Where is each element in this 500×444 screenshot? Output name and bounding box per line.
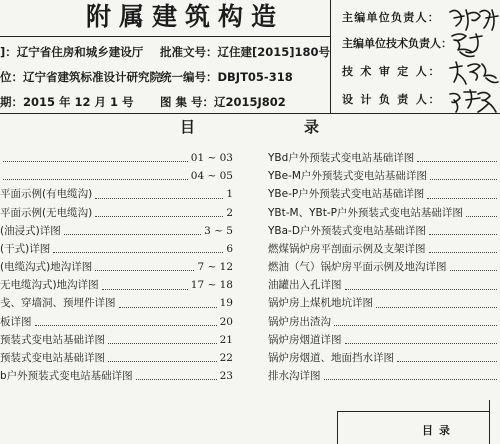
toc-entry-title: (电缆沟式)地沟详图 (0, 261, 93, 274)
toc-entry-pages: 21 (219, 333, 233, 346)
dot-leader (429, 252, 498, 253)
dot-leader (429, 234, 497, 235)
toc-entry-title: YBe-M户外预装式变电站基础详图 (268, 170, 427, 183)
editing-unit: 位：辽宁省建筑标准设计研究院 (0, 70, 161, 84)
footer-box-right (489, 400, 490, 444)
dot-leader (450, 270, 498, 271)
dot-leader (102, 289, 188, 290)
chief-unit-tech-head-label: 主编单位技术负责人： (342, 37, 452, 50)
dot-leader (95, 198, 223, 199)
toc-entry[interactable] (268, 276, 500, 294)
dot-leader (95, 216, 223, 217)
toc-entry-pages: 23 (219, 370, 233, 383)
toc-entry[interactable] (0, 167, 233, 185)
toc-entry[interactable] (268, 331, 500, 349)
toc-entry-pages: 04 ~ 05 (190, 170, 233, 183)
dot-leader (345, 289, 498, 290)
header-divider (330, 0, 331, 113)
toc-entry-pages: 20 (219, 315, 233, 328)
toc-entry-title: 油罐出入孔详图 (268, 279, 342, 292)
toc-entry[interactable] (268, 167, 500, 185)
dot-leader (430, 179, 497, 180)
toc-entry[interactable] (268, 222, 500, 240)
toc-entry-title: 预装式变电站基础详图 (0, 352, 105, 365)
toc-entry-title: 锅炉房烟道、地面挡水详图 (268, 352, 394, 365)
effective-date: 期：2015 年 12 月 1 号 (0, 95, 134, 109)
toc-entry-pages: 2 (226, 206, 233, 219)
approval-department: ]：辽宁省住房和城乡建设厅 (0, 45, 144, 59)
dot-leader (35, 325, 217, 326)
toc-entry[interactable] (268, 349, 500, 367)
toc-entry-pages: 7 ~ 12 (197, 261, 233, 274)
toc-entry-title: (干式)详图 (0, 242, 51, 255)
atlas-title: 附属建筑构造 (85, 2, 284, 31)
toc-left-column (0, 149, 233, 385)
dot-leader (3, 179, 188, 180)
toc-entry-title: 燃煤锅炉房平剖面示例及支架详图 (268, 242, 426, 255)
toc-entry-title: b户外预装式变电站基础详图 (0, 370, 133, 383)
chief-unit-head-label: 主编单位负责人： (342, 11, 440, 24)
toc-entry-title: 燃油（气）锅炉房平面示例及地沟详图 (268, 261, 447, 274)
toc-entry-title: 平面示例(有电缆沟) (0, 188, 93, 201)
toc-entry[interactable] (0, 204, 233, 222)
toc-entry[interactable] (0, 295, 233, 313)
dot-leader (376, 307, 497, 308)
toc-entry[interactable] (268, 258, 500, 276)
dot-leader (466, 216, 497, 217)
signature (446, 58, 500, 88)
toc-entry[interactable] (268, 240, 500, 258)
toc-entry-title: 锅炉房上煤机地坑详图 (268, 297, 373, 310)
toc-entry-title: YBa-D户外预装式变电站基础详图 (268, 224, 426, 237)
toc-heading-mu: 目 (180, 118, 196, 136)
toc-entry-pages: 1 (226, 188, 233, 201)
toc-entry-pages: 3 ~ 5 (204, 224, 233, 237)
dot-leader (53, 252, 223, 253)
toc-entry[interactable] (0, 276, 233, 294)
toc-entry-pages: 19 (219, 297, 233, 310)
toc-entry-title: YBe-P户外预装式变电站基础详图 (268, 188, 425, 201)
toc-entry[interactable] (268, 149, 500, 167)
toc-entry[interactable] (268, 295, 500, 313)
footer-box-top (337, 411, 490, 412)
toc-entry[interactable] (0, 149, 233, 167)
atlas-number: 图 集 号：辽2015J802 (160, 95, 286, 109)
toc-entry[interactable] (0, 185, 233, 203)
toc-entry[interactable] (268, 204, 500, 222)
toc-entry-title: 板详图 (0, 315, 32, 328)
toc-entry-title: 锅炉房烟道详图 (268, 333, 342, 346)
footer-box-left (337, 411, 338, 444)
toc-entry-title: 平面示例(无电缆沟) (0, 206, 93, 219)
dot-leader (417, 161, 497, 162)
dot-leader (427, 198, 497, 199)
toc-entry[interactable] (268, 313, 500, 331)
toc-entry[interactable] (0, 313, 233, 331)
toc-entry-title: (油浸式)详图 (0, 224, 61, 237)
toc-entry-title: 无电缆沟式)地沟详图 (0, 279, 99, 292)
toc-entry[interactable] (268, 367, 500, 385)
toc-entry[interactable] (0, 258, 233, 276)
toc-entry-title: 排水沟详图 (268, 370, 321, 383)
dot-leader (397, 361, 497, 362)
dot-leader (95, 270, 194, 271)
toc-entry[interactable] (0, 349, 233, 367)
dot-leader (334, 325, 497, 326)
toc-entry-pages: 22 (219, 352, 233, 365)
dot-leader (3, 161, 188, 162)
toc-entry-title: YBt-M、YBt-P户外预装式变电站基础详图 (268, 206, 463, 219)
signature (446, 86, 500, 116)
toc-entry[interactable] (268, 185, 500, 203)
unified-number: 统一编号：DBJT05-318 (160, 70, 293, 84)
dot-leader (345, 343, 498, 344)
dot-leader (64, 234, 201, 235)
footer-box-label: 目录 (422, 424, 456, 437)
toc-entry-pages: 17 ~ 18 (190, 279, 233, 292)
toc-heading-lu: 录 (304, 118, 320, 136)
toc-entry-title: 锅炉房出渣沟 (268, 315, 331, 328)
toc-entry-title: 戋、穿墙洞、预埋件详图 (0, 297, 116, 310)
dot-leader (108, 361, 217, 362)
title-box-rule (0, 36, 330, 37)
toc-entry-pages: 01 ~ 03 (190, 151, 233, 164)
design-lead-label: 设 计 负 责 人： (342, 93, 442, 106)
dot-leader (324, 379, 498, 380)
dot-leader (136, 379, 217, 380)
toc-entry-pages: 6 (226, 242, 233, 255)
toc-right-column (268, 149, 500, 385)
toc-entry-title: 预装式变电站基础详图 (0, 333, 105, 346)
dot-leader (119, 307, 217, 308)
approval-number: 批准文号：辽住建[2015]180号 (160, 45, 331, 59)
header-bottom-rule (0, 113, 500, 114)
toc-entry-title: YBd户外预装式变电站基础详图 (268, 151, 415, 164)
toc-entry[interactable] (0, 222, 233, 240)
toc-entry[interactable] (0, 331, 233, 349)
toc-entry[interactable] (0, 367, 233, 385)
technical-reviewer-label: 技 术 审 定 人： (342, 65, 442, 78)
dot-leader (108, 343, 217, 344)
toc-entry[interactable] (0, 240, 233, 258)
